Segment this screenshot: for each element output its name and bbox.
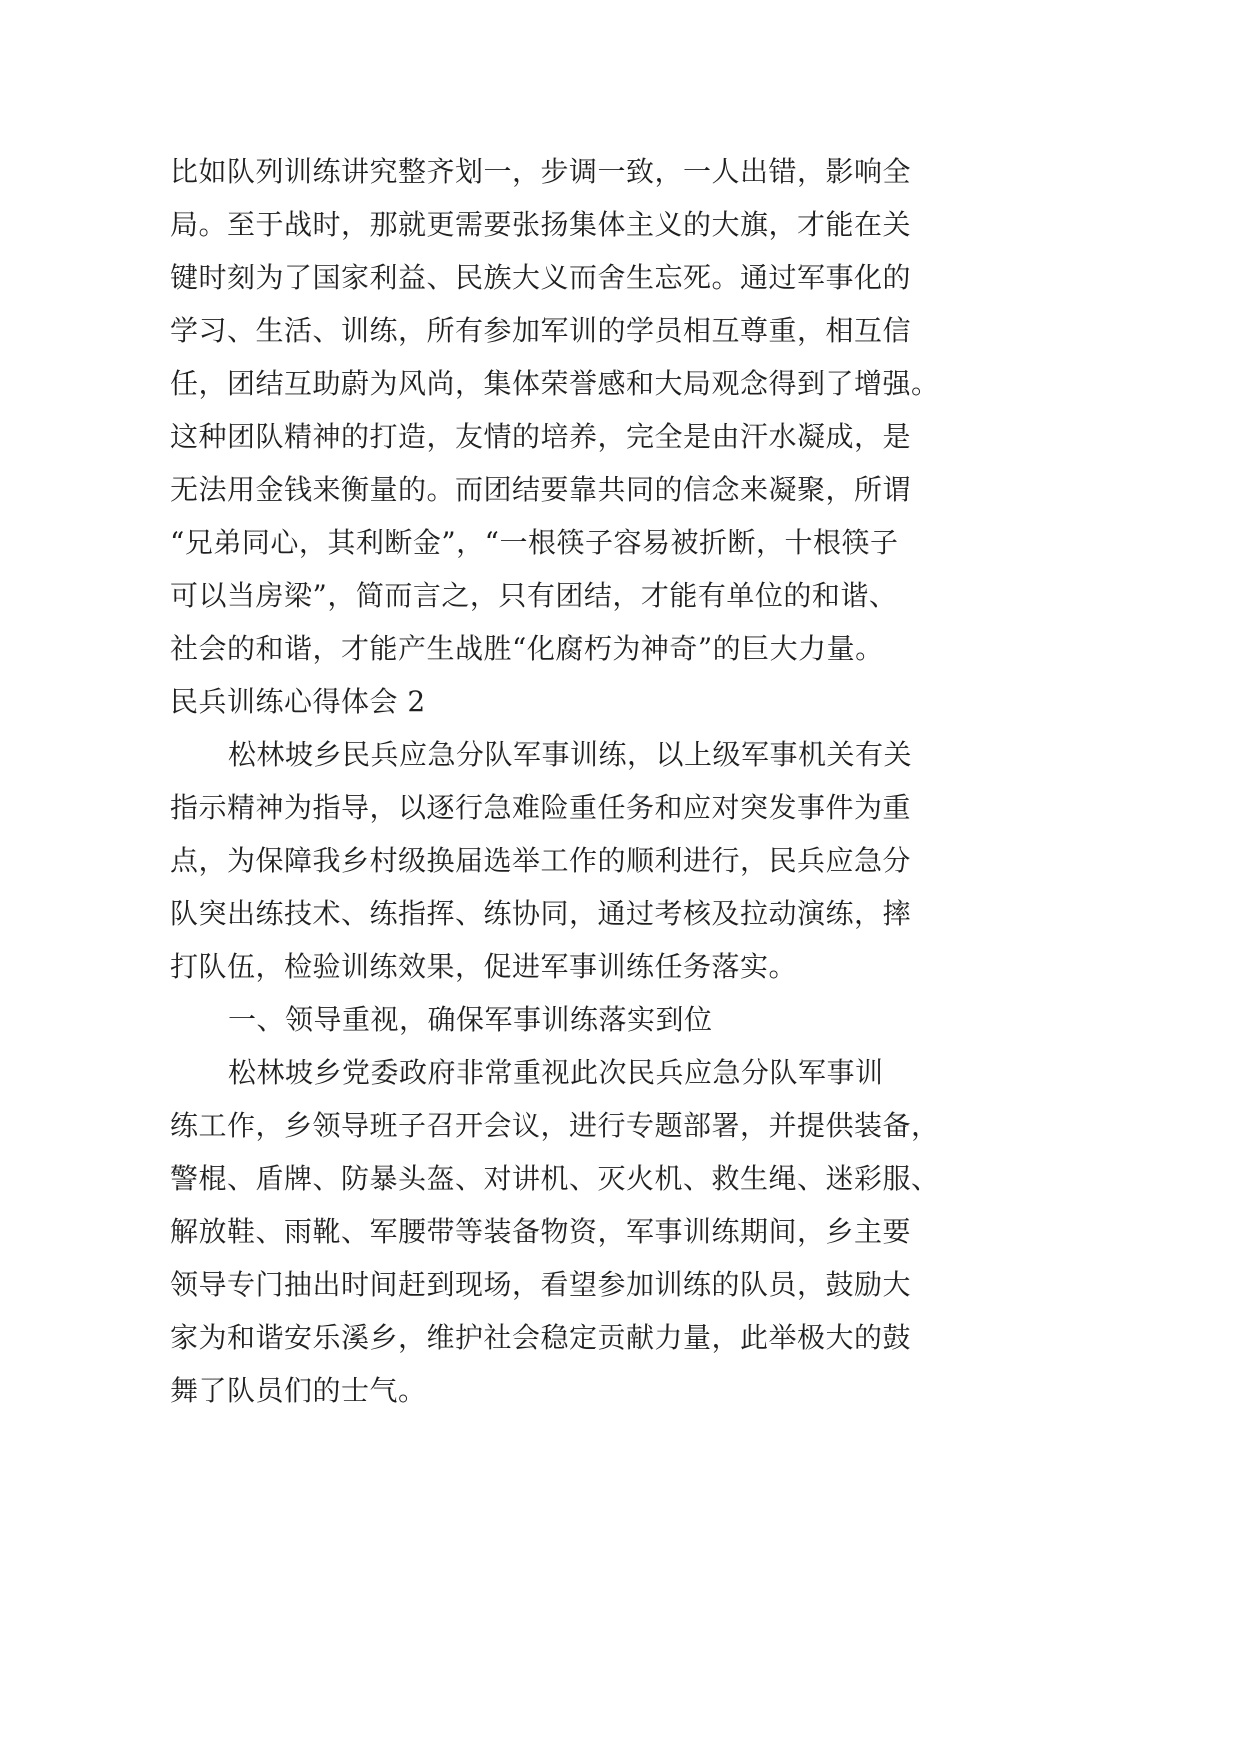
paragraph-line: 这种团队精神的打造，友情的培养，完全是由汗水凝成，是 (170, 420, 912, 453)
paragraph-line: 指示精神为指导，以逐行急难险重任务和应对突发事件为重 (170, 791, 912, 824)
paragraph-line: 舞了队员们的士气。 (170, 1374, 427, 1407)
document-body (170, 145, 950, 1417)
paragraph-line: 打队伍，检验训练效果，促进军事训练任务落实。 (170, 950, 798, 983)
paragraph-line: 点，为保障我乡村级换届选举工作的顺利进行，民兵应急分 (170, 844, 912, 877)
paragraph-line: 练工作，乡领导班子召开会议，进行专题部署，并提供装备， (170, 1109, 940, 1142)
section-title: 民兵训练心得体会 2 (170, 685, 426, 718)
paragraph-line: 领导专门抽出时间赶到现场，看望参加训练的队员，鼓励大 (170, 1268, 912, 1301)
paragraph-line: 社会的和谐，才能产生战胜“化腐朽为神奇”的巨大力量。 (170, 632, 884, 665)
paragraph-line: 键时刻为了国家利益、民族大义而舍生忘死。通过军事化的 (170, 261, 912, 294)
paragraph-line: 松林坡乡党委政府非常重视此次民兵应急分队军事训 (228, 1056, 884, 1089)
paragraph-line: “兄弟同心，其利断金”，“一根筷子容易被折断，十根筷子 (170, 526, 899, 559)
paragraph-line: 解放鞋、雨靴、军腰带等装备物资，军事训练期间，乡主要 (170, 1215, 912, 1248)
paragraph-line: 可以当房梁”，简而言之，只有团结，才能有单位的和谐、 (170, 579, 898, 612)
paragraph-line: 家为和谐安乐溪乡，维护社会稳定贡献力量，此举极大的鼓 (170, 1321, 912, 1354)
paragraph-line: 比如队列训练讲究整齐划一，步调一致，一人出错，影响全 (170, 155, 912, 188)
paragraph-line: 任，团结互助蔚为风尚，集体荣誉感和大局观念得到了增强。 (170, 367, 940, 400)
paragraph-line: 无法用金钱来衡量的。而团结要靠共同的信念来凝聚，所谓 (170, 473, 912, 506)
paragraph-line: 局。至于战时，那就更需要张扬集体主义的大旗，才能在关 (170, 208, 912, 241)
paragraph-line: 松林坡乡民兵应急分队军事训练，以上级军事机关有关 (228, 738, 913, 771)
paragraph-line: 队突出练技术、练指挥、练协同，通过考核及拉动演练，摔 (170, 897, 912, 930)
paragraph-line: 学习、生活、训练，所有参加军训的学员相互尊重，相互信 (170, 314, 912, 347)
subsection-heading: 一、领导重视，确保军事训练落实到位 (228, 1003, 713, 1036)
paragraph-line: 警棍、盾牌、防暴头盔、对讲机、灭火机、救生绳、迷彩服、 (170, 1162, 940, 1195)
